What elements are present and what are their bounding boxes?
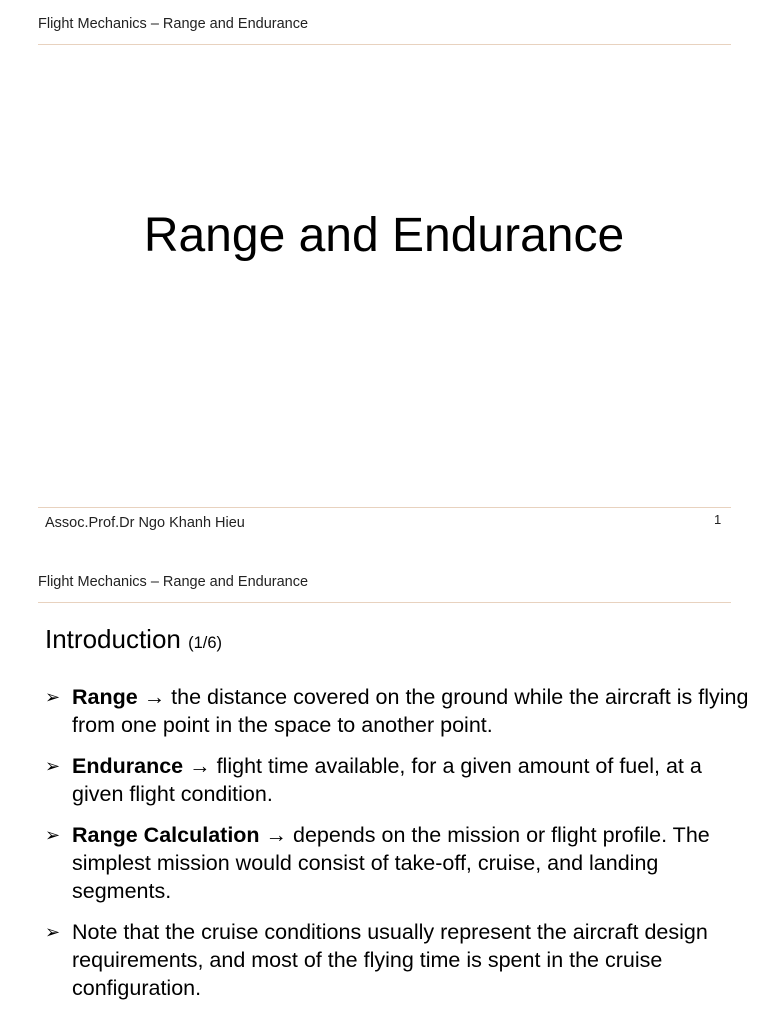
bullet-term: Endurance [72,754,184,778]
bullet-arrow-icon: ➢ [45,825,61,845]
footer-author: Assoc.Prof.Dr Ngo Khanh Hieu [45,515,245,531]
footer-divider [38,507,731,508]
arrow-icon: → [265,823,288,847]
arrow-icon: → [143,685,166,709]
bullet-text: the distance covered on the ground while the aircraft is flying from one point in the space to another point. [72,685,749,737]
arrow-icon: → [189,754,211,778]
bullet-arrow-icon: ➢ [45,922,61,942]
bullet-term: Range [72,685,138,709]
bullet-item [45,821,755,905]
bullet-text: Note that the cruise conditions usually represent the aircraft design requirements, and most of the flying time is spent in the cruise configuration. [72,920,708,1000]
bullet-item [45,683,755,739]
bullet-term: Range Calculation [72,823,260,847]
slide-header: Flight Mechanics – Range and Endurance [38,16,309,32]
slide-title: Range and Endurance [143,209,625,262]
bullet-item [45,918,755,1002]
slide-2 [0,558,768,1024]
page-number: 1 [714,512,722,527]
header-divider [38,602,731,603]
heading-text: Introduction [45,624,181,654]
slide-header: Flight Mechanics – Range and Endurance [38,574,309,590]
header-divider [38,44,731,45]
heading-counter: (1/6) [188,634,223,652]
bullet-list [45,683,755,1015]
bullet-arrow-icon: ➢ [45,687,61,707]
bullet-item [45,752,755,808]
section-heading [45,624,222,655]
bullet-arrow-icon: ➢ [45,756,61,776]
bullet-text: flight time available, for a given amount of fuel, at a given flight condition. [72,754,702,806]
bullet-text: depends on the mission or flight profile. The simplest mission would consist of take-off, cruise, and landing segments. [72,823,710,903]
